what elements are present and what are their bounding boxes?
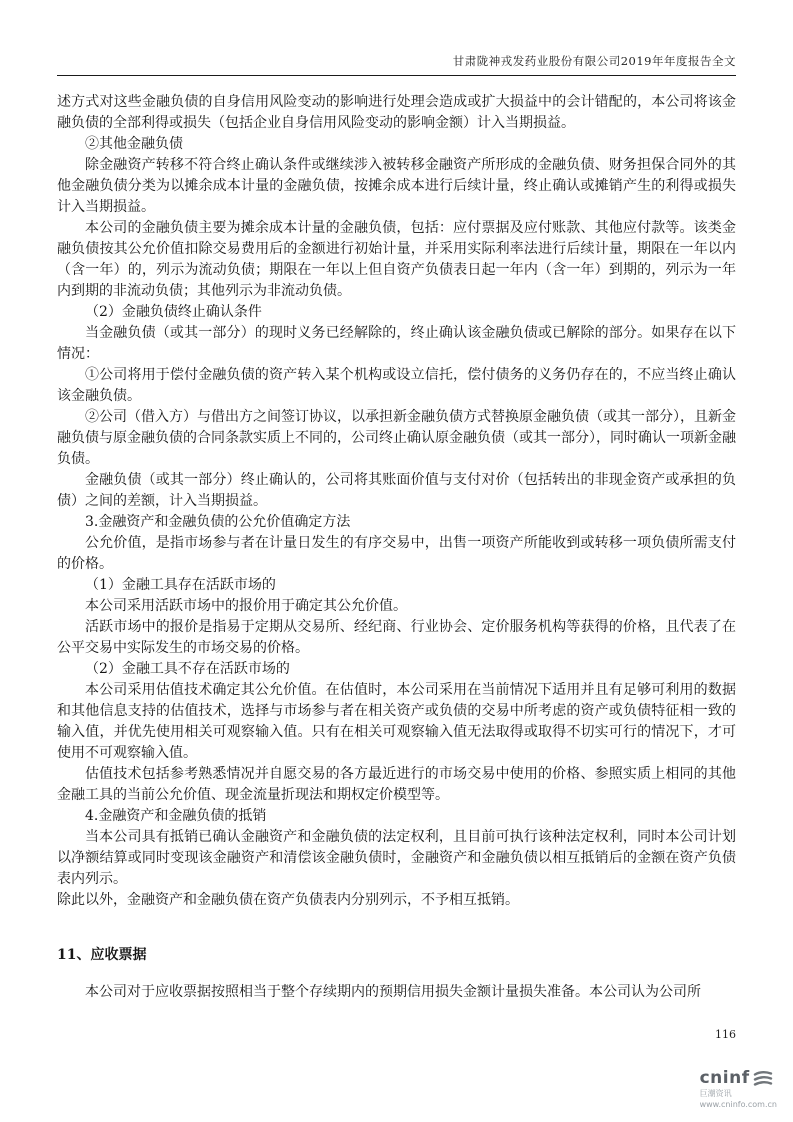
cninfo-logo-chinese-name: 巨潮资讯 xyxy=(699,1089,732,1099)
paragraph: 本公司对于应收票据按照相当于整个存续期内的预期信用损失金额计量损失准备。本公司认为公司所 xyxy=(85,984,701,1000)
paragraph: （2）金融工具不存在活跃市场的 xyxy=(85,661,290,677)
paragraph: 本公司采用活跃市场中的报价用于确定其公允价值。 xyxy=(85,598,407,614)
cninfo-logo-icon xyxy=(753,1070,773,1087)
cninfo-brand-text: cninf xyxy=(699,1068,750,1089)
paragraph: 当本公司具有抵销已确认金融资产和金融负债的法定权利，且目前可执行该种法定权利，同时本公司计划以净额结算或同时变现该金融资产和清偿该金融负债时，金融资产和金融负债以相互抵销后的金额在资产负债表内列示。 xyxy=(57,829,736,887)
report-title: 甘肃陇神戎发药业股份有限公司2019年年度报告全文 xyxy=(452,54,736,68)
cninfo-logo-url: www.cninfo.com.cn xyxy=(699,1099,777,1109)
document-body xyxy=(57,92,736,1003)
paragraph: ②其他金融负债 xyxy=(85,136,183,152)
paragraph: ②公司（借入方）与借出方之间签订协议，以承担新金融负债方式替换原金融负债（或其一部分），且新金融负债与原金融负债的合同条款实质上不同的，公司终止确认原金融负债（或其一部分），同时确认一项新金融负债。 xyxy=(57,409,736,467)
paragraph: 本公司采用估值技术确定其公允价值。在估值时，本公司采用在当前情况下适用并且有足够可利用的数据和其他信息支持的估值技术，选择与市场参与者在相关资产或负债的交易中所考虑的资产或负债特征相一致的输入值，并优先使用相关可观察输入值。只有在相关可观察输入值无法取得或取得不切实可行的情况下，才可使用不可观察输入值。 xyxy=(57,682,736,761)
paragraph: 述方式对这些金融负债的自身信用风险变动的影响进行处理会造成或扩大损益中的会计错配的，本公司将该金融负债的全部利得或损失（包括企业自身信用风险变动的影响金额）计入当期损益。 xyxy=(57,94,736,131)
paragraph: 活跃市场中的报价是指易于定期从交易所、经纪商、行业协会、定价服务机构等获得的价格，且代表了在公平交易中实际发生的市场交易的价格。 xyxy=(57,619,736,656)
paragraph: 除金融资产转移不符合终止确认条件或继续涉入被转移金融资产所形成的金融负债、财务担保合同外的其他金融负债分类为以摊余成本计量的金融负债，按摊余成本进行后续计量，终止确认或摊销产生的利得或损失计入当期损益。 xyxy=(57,157,736,215)
paragraph: 公允价值，是指市场参与者在计量日发生的有序交易中，出售一项资产所能收到或转移一项负债所需支付的价格。 xyxy=(57,535,736,572)
paragraph: （1）金融工具存在活跃市场的 xyxy=(85,577,276,593)
paragraph: 3.金融资产和金融负债的公允价值确定方法 xyxy=(85,514,351,530)
paragraph: ①公司将用于偿付金融负债的资产转入某个机构或设立信托，偿付债务的义务仍存在的，不应当终止确认该金融负债。 xyxy=(57,367,736,404)
cninfo-logo xyxy=(700,1070,777,1110)
paragraph: 本公司的金融负债主要为摊余成本计量的金融负债，包括：应付票据及应付账款、其他应付款等。该类金融负债按其公允价值扣除交易费用后的金额进行初始计量，并采用实际利率法进行后续计量，期限在一年以内（含一年）的，列示为流动负债；期限在一年以上但自资产负债表日起一年内（含一年）到期的，列示为一年内到期的非流动负债；其他列示为非流动负债。 xyxy=(57,220,736,299)
section-heading-receivable-notes: 11、应收票据 xyxy=(57,947,147,963)
paragraph: （2）金融负债终止确认条件 xyxy=(85,304,262,320)
paragraph: 估值技术包括参考熟悉情况并自愿交易的各方最近进行的市场交易中使用的价格、参照实质上相同的其他金融工具的当前公允价值、现金流量折现法和期权定价模型等。 xyxy=(57,766,736,803)
paragraph: 当金融负债（或其一部分）的现时义务已经解除的，终止确认该金融负债或已解除的部分。如果存在以下情况： xyxy=(57,325,736,362)
page-header xyxy=(57,0,736,76)
cninfo-logo-subtext xyxy=(700,1089,777,1110)
page-number: 116 xyxy=(715,1028,736,1041)
paragraph: 除此以外，金融资产和金融负债在资产负债表内分别列示，不予相互抵销。 xyxy=(57,892,519,908)
paragraph: 4.金融资产和金融负债的抵销 xyxy=(85,808,267,824)
paragraph: 金融负债（或其一部分）终止确认的，公司将其账面价值与支付对价（包括转出的非现金资产或承担的负债）之间的差额，计入当期损益。 xyxy=(57,472,736,509)
cninfo-logo-row xyxy=(700,1070,777,1087)
